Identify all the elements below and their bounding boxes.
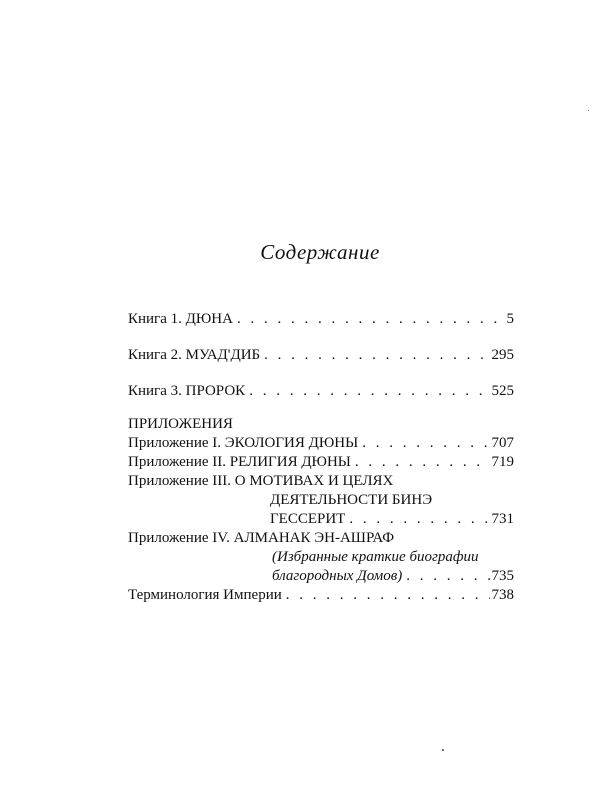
dot-leader (237, 310, 505, 329)
toc-entry-label: Приложение I. ЭКОЛОГИЯ ДЮНЫ (128, 435, 359, 451)
toc-entry-page: 719 (491, 454, 514, 470)
print-speck (442, 749, 444, 751)
print-speck (588, 110, 589, 111)
toc-entry-book-1[interactable] (128, 310, 514, 329)
toc-entry-book-3[interactable] (128, 382, 514, 401)
toc-entry-page: 295 (491, 347, 514, 363)
toc-entry-label-line: ГЕССЕРИТ (270, 511, 346, 527)
toc-entry-label: Книга 2. МУАД'ДИБ (128, 347, 261, 363)
toc-entry-page: 5 (506, 311, 514, 327)
dot-leader (264, 346, 489, 365)
toc-entry-appendix-3[interactable] (128, 472, 514, 529)
toc-entry-appendix-2[interactable] (128, 453, 514, 472)
toc-entry-appendix-1[interactable] (128, 434, 514, 453)
toc-entry-page: 525 (491, 383, 514, 399)
toc-entry-page: 707 (491, 435, 514, 451)
dot-leader (406, 567, 489, 586)
toc-entry-label: Книга 3. ПРОРОК (128, 383, 246, 399)
toc-entry-label: Книга 1. ДЮНА (128, 311, 233, 327)
dot-leader (249, 382, 489, 401)
toc-entry-page: 738 (491, 587, 514, 603)
toc-entry-label-line: Приложение IV. АЛМАНАК ЭН-АШРАФ (128, 530, 395, 546)
dot-leader (362, 434, 489, 453)
toc-entry-page: 731 (491, 511, 514, 527)
toc-entry-subtitle-line: (Избранные краткие биографии (272, 549, 479, 565)
toc-entry-subtitle-line: благородных Домов) (272, 568, 403, 584)
toc-entry-label-line: ДЕЯТЕЛЬНОСТИ БИНЭ (270, 492, 433, 508)
toc-entry-page: 735 (491, 568, 514, 584)
toc-entry-appendix-4[interactable] (128, 529, 514, 586)
toc-entry-label-line: Приложение III. О МОТИВАХ И ЦЕЛЯХ (128, 473, 394, 489)
toc-entry-book-2[interactable] (128, 346, 514, 365)
toc-entry-terminology[interactable] (128, 586, 514, 605)
dot-leader (355, 453, 490, 472)
page-title: Содержание (260, 240, 380, 264)
toc-entry-label: Приложение II. РЕЛИГИЯ ДЮНЫ (128, 454, 351, 470)
dot-leader (349, 510, 489, 529)
dot-leader (286, 586, 490, 605)
toc-entry-label: Терминология Империи (128, 587, 282, 603)
appendices-heading: ПРИЛОЖЕНИЯ (128, 416, 233, 432)
table-of-contents (128, 310, 514, 605)
